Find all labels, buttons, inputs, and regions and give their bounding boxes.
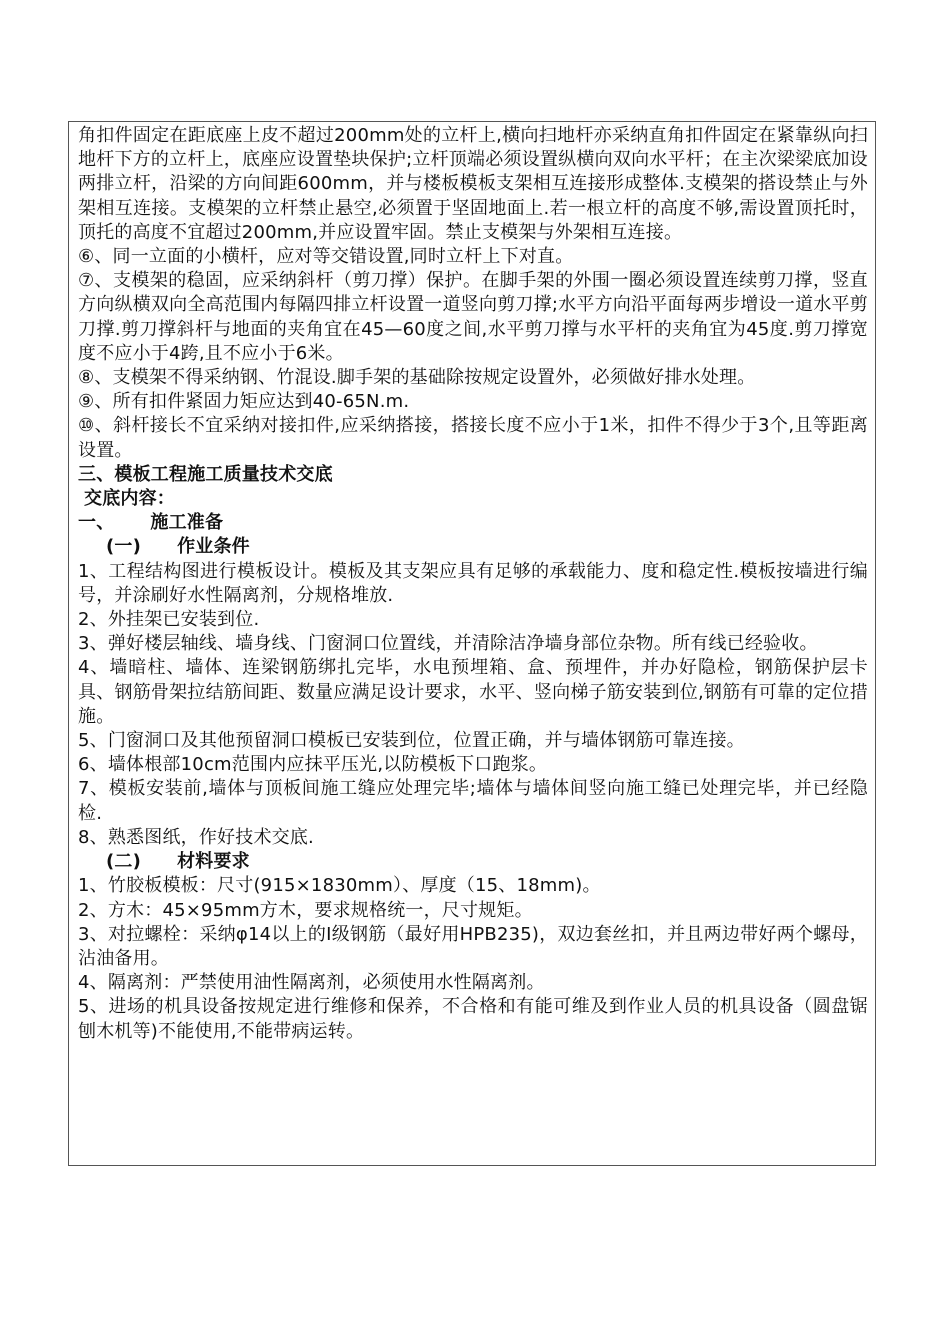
part-title: 施工准备 [150,512,224,534]
list-item: 3、弹好楼层轴线、墙身线、门窗洞口位置线，并清除洁净墙身部位杂物。所有线已经验收。 [78,633,818,655]
paragraph: ⑩、斜杆接长不宜采纳对接扣件,应采纳搭接，搭接长度不应小于1米，扣件不得少于3个,且等距离设置。 [78,415,868,461]
disclosure-label: 交底内容： [84,488,175,510]
paragraph: ⑦、支模架的稳固，应采纳斜杆（剪刀撑）保护。在脚手架的外围一圈必须设置连续剪刀撑，竖直方向纵横双向全高范围内每隔四排立杆设置一道竖向剪刀撑;水平方向沿平面每两步增设一道水平剪刀撑.剪刀撑斜杆与地面的夹角宜在45—60度之间,水平剪刀撑与水平杆的夹角宜为45度.剪刀撑宽度不应小于4跨,且不应小于6米。 [78,270,868,364]
paragraph: 角扣件固定在距底座上皮不超过200mm处的立杆上,横向扫地杆亦采纳直角扣件固定在紧靠纵向扫地杆下方的立杆上，底座应设置垫块保护;立杆顶端必须设置纵横向双向水平杆；在主次梁梁底加设两排立杆，沿梁的方向间距600mm，并与楼板模板支架相互连接形成整体.支模架的搭设禁止与外架相互连接。支模架的立杆禁止悬空,必须置于坚固地面上.若一根立杆的高度不够,需设置顶托时，顶托的高度不宜超过200mm,并应设置牢固。禁止支模架与外架相互连接。 [78,125,868,243]
list-item: 8、熟悉图纸，作好技术交底. [78,826,314,848]
paragraph: ⑥、同一立面的小横杆，应对等交错设置,同时立杆上下对直。 [78,246,574,268]
list-item: 5、门窗洞口及其他预留洞口模板已安装到位，位置正确，并与墙体钢筋可靠连接。 [78,730,745,752]
part-number: 一、 [78,512,115,534]
paragraph: ⑨、所有扣件紧固力矩应达到40-65N.m. [78,391,410,413]
section-title: 三、模板工程施工质量技术交底 [78,463,333,485]
paragraph: ⑧、支模架不得采纳钢、竹混设.脚手架的基础除按规定设置外，必须做好排水处理。 [78,367,756,389]
list-item: 1、工程结构图进行模板设计。模板及其支架应具有足够的承载能力、度和稳定性.模板按墙进行编号，并涂刷好水性隔离剂，分规格堆放. [78,560,868,606]
list-item: 3、对拉螺栓：采纳φ14以上的Ⅰ级钢筋（最好用HPB235)，双边套丝扣，并且两边带好两个螺母，沾油备用。 [78,923,868,969]
list-item: 6、墙体根部10cm范围内应抹平压光,以防模板下口跑浆。 [78,754,548,776]
list-item: 1、竹胶板模板：尺寸(915×1830mm）、厚度（15、18mm)。 [78,875,601,897]
document-body [78,124,868,1044]
subsection-title: 作业条件 [177,536,250,558]
list-item: 2、方木：45×95mm方木，要求规格统一，尺寸规矩。 [78,899,533,921]
subsection-number: (一) [106,536,142,558]
list-item: 7、模板安装前,墙体与顶板间施工缝应处理完毕;墙体与墙体间竖向施工缝已处理完毕，并已经隐检. [78,778,868,824]
list-item: 2、外挂架已安装到位. [78,609,260,631]
list-item: 5、进场的机具设备按规定进行维修和保养，不合格和有能可维及到作业人员的机具设备（圆盘锯刨木机等)不能使用,不能带病运转。 [78,996,868,1042]
subsection-heading [78,535,868,559]
list-item: 4、墙暗柱、墙体、连梁钢筋绑扎完毕，水电预埋箱、盒、预埋件，并办好隐检，钢筋保护层卡具、钢筋骨架拉结筋间距、数量应满足设计要求，水平、竖向梯子筋安装到位,钢筋有可靠的定位措施。 [78,657,868,727]
subsection-title: 材料要求 [177,851,250,873]
subsection-heading [78,850,868,874]
subsection-number: (二) [106,851,142,873]
part-heading [78,511,868,535]
list-item: 4、隔离剂：严禁使用油性隔离剂，必须使用水性隔离剂。 [78,972,545,994]
